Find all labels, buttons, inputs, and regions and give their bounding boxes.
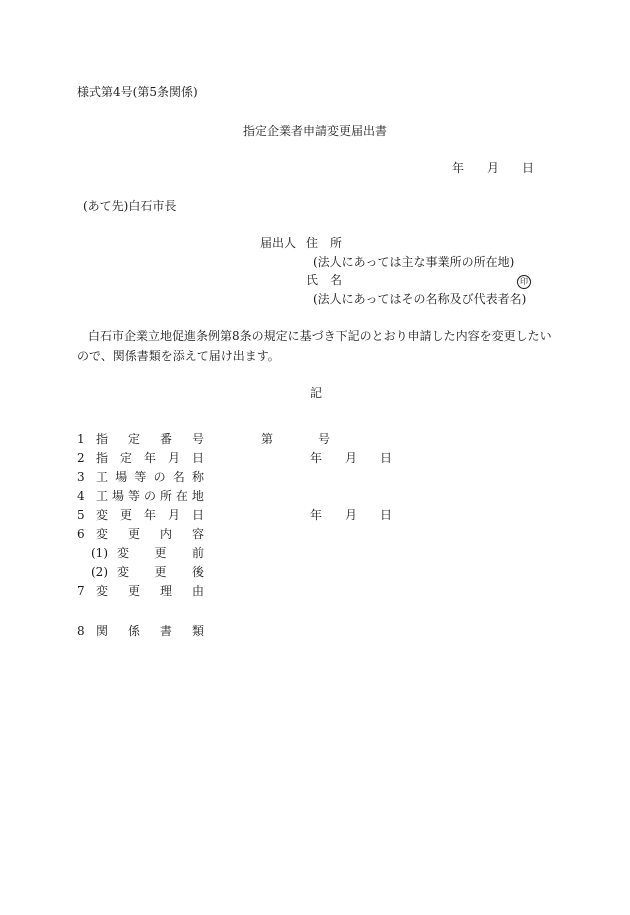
- item-8-num: 8: [77, 624, 85, 638]
- addressee: (あて先)白石市長: [83, 199, 177, 213]
- item-5-day: 日: [380, 508, 393, 522]
- item-2-day: 日: [380, 451, 393, 465]
- item-2-num: 2: [77, 451, 85, 465]
- item-5-month: 月: [345, 508, 358, 522]
- applicant-label: 届出人: [260, 236, 297, 250]
- body-line-2: ので、関係書類を添えて届け出ます。: [77, 349, 280, 363]
- item-6-label: 変 更 内 容: [96, 527, 204, 541]
- item-1-label: 指 定 番 号: [96, 432, 204, 446]
- name-label: 氏 名: [306, 273, 343, 287]
- ki-heading: 記: [310, 386, 323, 400]
- date-month: 月: [487, 161, 500, 175]
- name-note: (法人にあってはその名称及び代表者名): [313, 292, 527, 306]
- item-4-label: 工 場 等 の 所 在 地: [96, 489, 204, 503]
- seal-icon: 印: [517, 275, 531, 289]
- item-3-label: 工 場 等 の 名 称: [96, 470, 204, 484]
- document-title: 指定企業者申請変更届出書: [242, 124, 387, 138]
- item-6-num: 6: [77, 527, 85, 541]
- form-code: 様式第4号(第5条関係): [77, 85, 198, 99]
- item-5-label: 変 更 年 月 日: [96, 508, 204, 522]
- item-3-num: 3: [77, 470, 85, 484]
- item-2-month: 月: [345, 451, 358, 465]
- address-note: (法人にあっては主な事業所の所在地): [313, 255, 515, 269]
- date-day: 日: [522, 161, 535, 175]
- item-7-num: 7: [77, 584, 85, 598]
- item-1-suffix: 号: [318, 432, 331, 446]
- item-7-label: 変 更 理 由: [96, 584, 204, 598]
- item-1-prefix: 第: [261, 432, 274, 446]
- item-2-label: 指 定 年 月 日: [96, 451, 204, 465]
- address-label: 住 所: [306, 236, 343, 250]
- item-6-1-num: (1): [91, 546, 108, 560]
- item-6-1-label: 変 更 前: [117, 546, 204, 560]
- body-line-1: 白石市企業立地促進条例第8条の規定に基づき下記のとおり申請した内容を変更したい: [88, 329, 552, 343]
- item-6-2-label: 変 更 後: [117, 565, 204, 579]
- date-year: 年: [452, 161, 465, 175]
- item-5-year: 年: [310, 508, 323, 522]
- item-8-label: 関 係 書 類: [96, 624, 204, 638]
- item-2-year: 年: [310, 451, 323, 465]
- item-5-num: 5: [77, 508, 85, 522]
- item-6-2-num: (2): [91, 565, 108, 579]
- item-4-num: 4: [77, 489, 85, 503]
- item-1-num: 1: [77, 432, 85, 446]
- seal-mark: [517, 274, 531, 289]
